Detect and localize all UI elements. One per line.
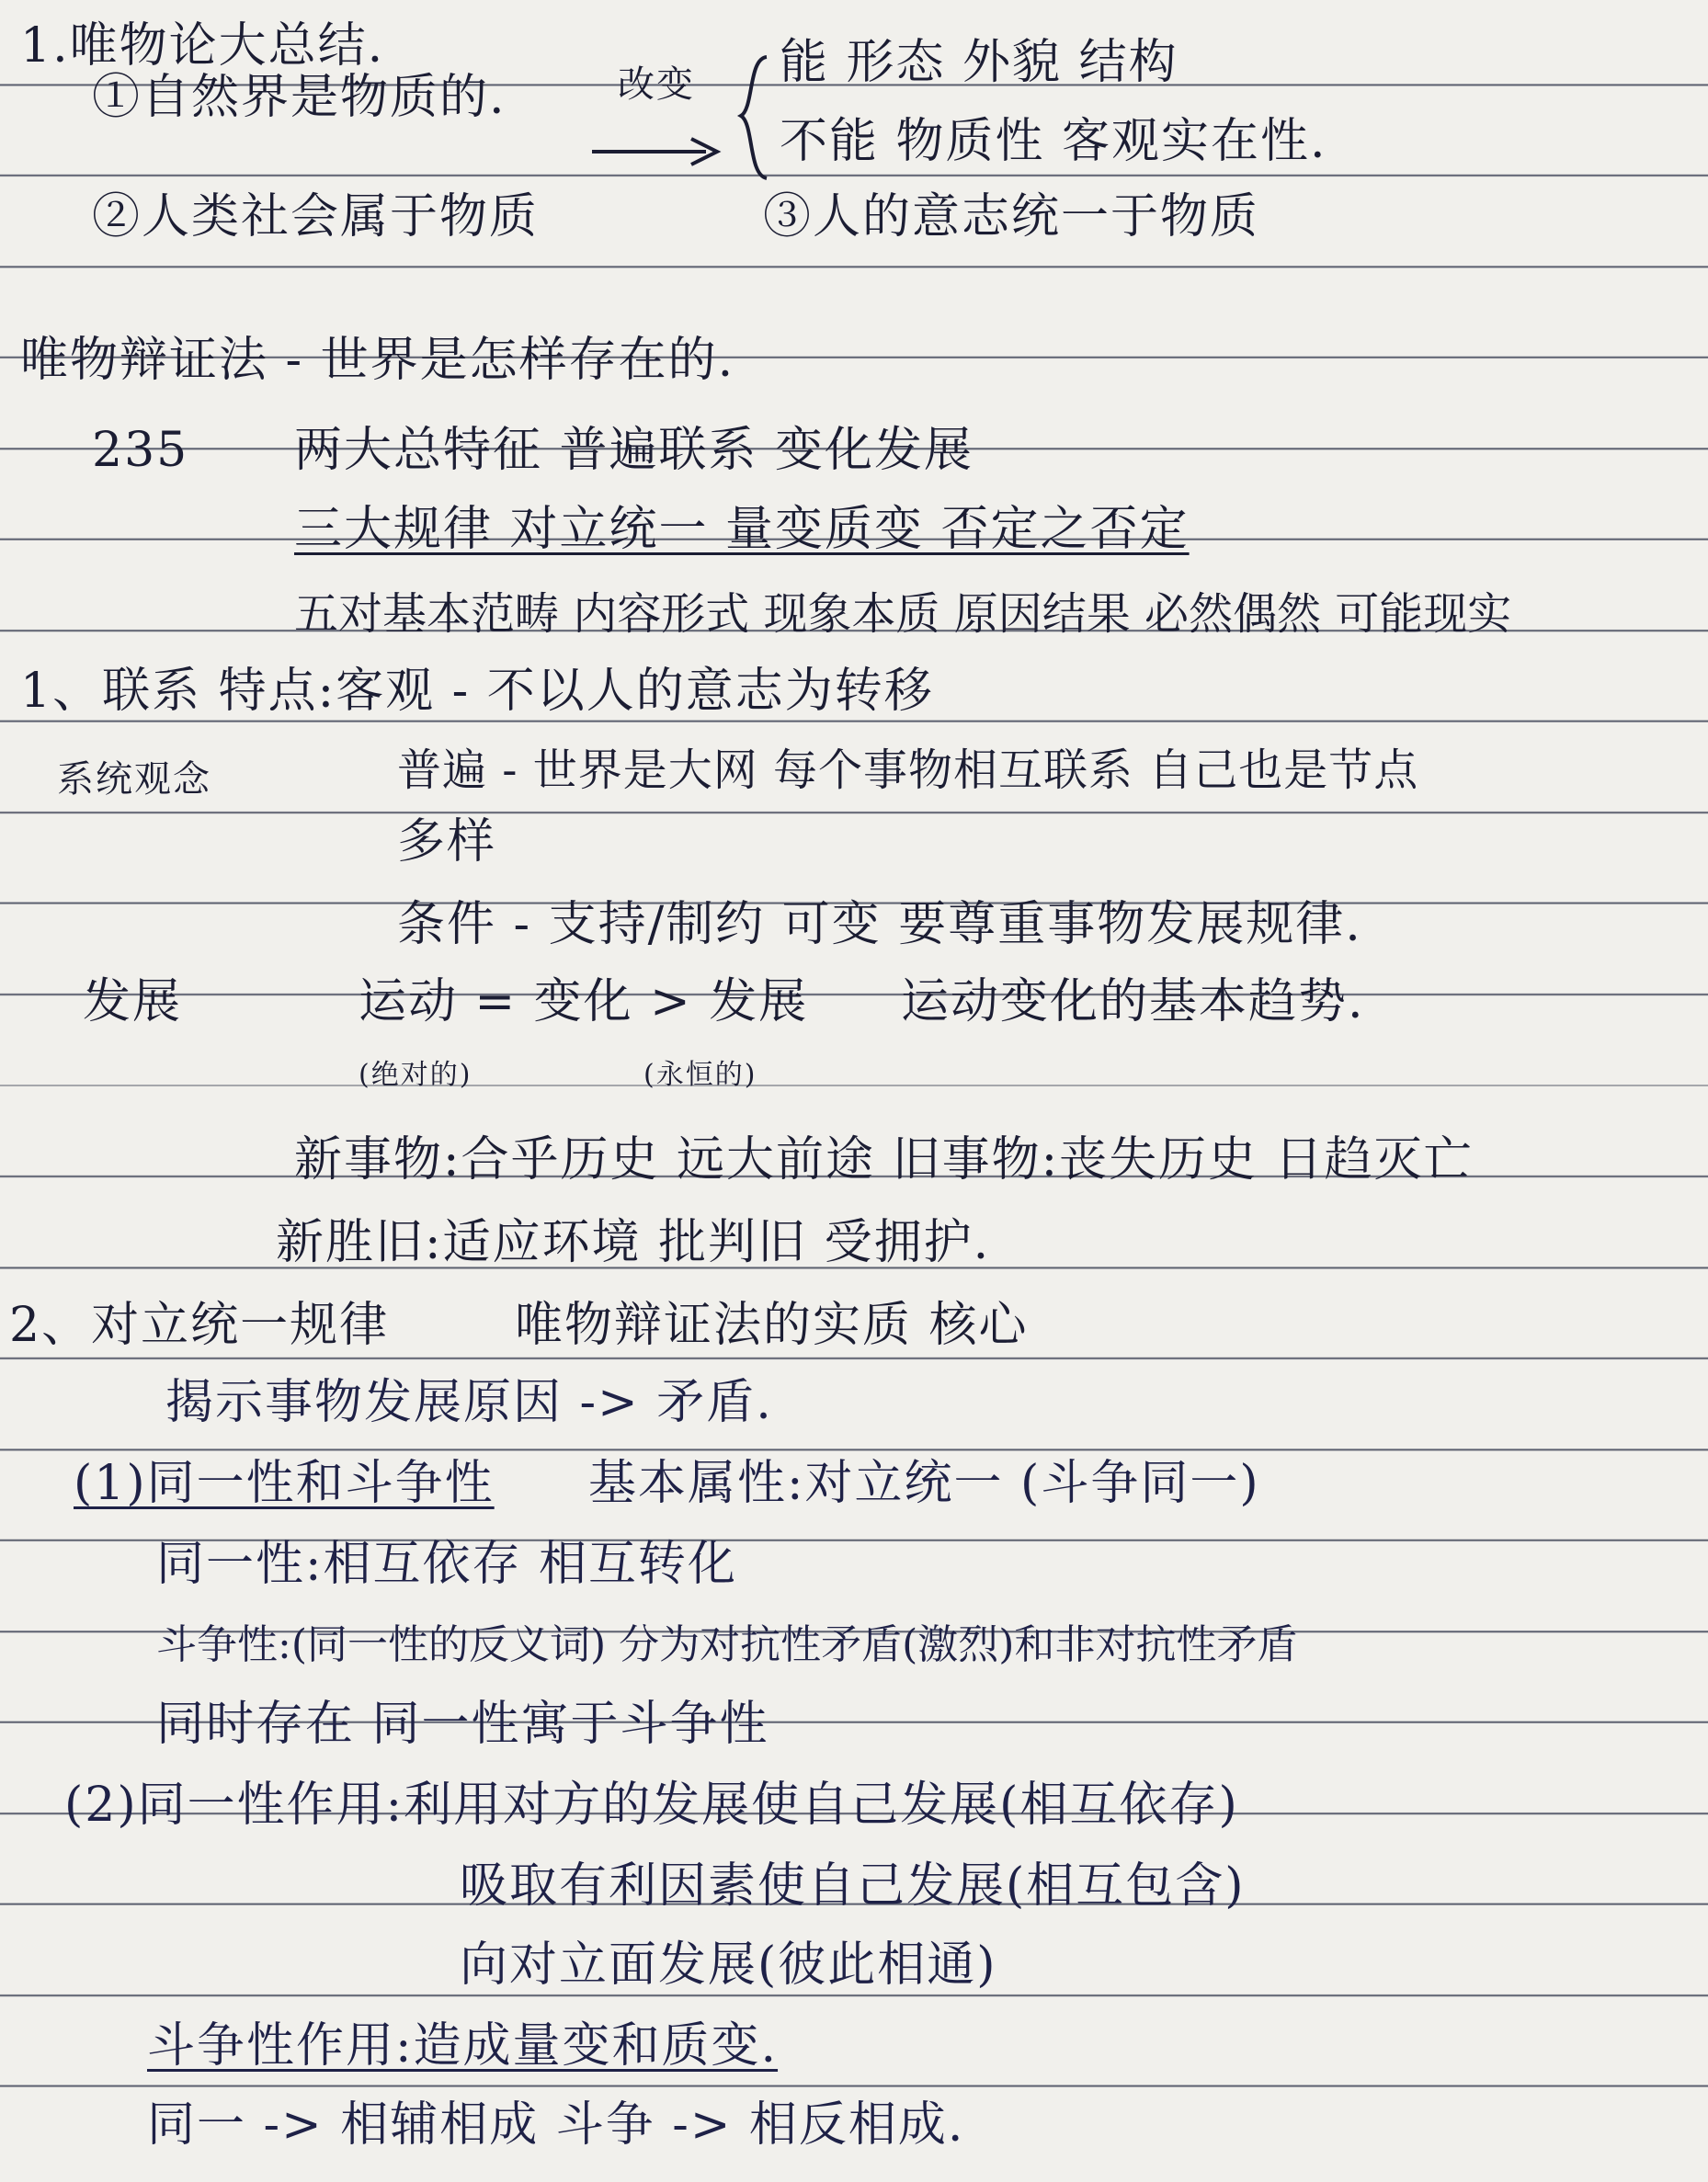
note-line-identity-role: (2)同一性作用:利用对方的发展使自己发展(相互依存) bbox=[64, 1778, 1239, 1833]
brace-icon bbox=[735, 53, 772, 182]
note-line-summary: 同一 -> 相辅相成 斗争 -> 相反相成. bbox=[147, 2097, 965, 2153]
note-line-three-laws: 三大规律 对立统一 量变质变 否定之否定 bbox=[294, 502, 1190, 557]
note-line-identity: 同一性:相互依存 相互转化 bbox=[156, 1537, 738, 1592]
note-title: 1.唯物论大总结. bbox=[20, 18, 385, 74]
note-line-nature-material: ①自然界是物质的. bbox=[92, 70, 507, 125]
note-line-identity-struggle: (1)同一性和斗争性 bbox=[74, 1456, 495, 1511]
note-line-struggle: 斗争性:(同一性的反义词) 分为对抗性矛盾(激烈)和非对抗性矛盾 bbox=[156, 1621, 1298, 1668]
note-line-universal: 普遍 - 世界是大网 每个事物相互联系 自己也是节点 bbox=[397, 744, 1419, 796]
note-line-two-features: 两大总特征 普遍联系 变化发展 bbox=[294, 423, 974, 478]
note-label-system-concept: 系统观念 bbox=[57, 758, 211, 801]
note-change-cannot: 不能 物质性 客观实在性. bbox=[780, 114, 1327, 169]
note-line-new-beats-old: 新胜旧:适应环境 批判旧 受拥护. bbox=[276, 1215, 991, 1270]
note-annotation-absolute: (绝对的) bbox=[359, 1059, 473, 1091]
note-heading-dialectics: 唯物辩证法 - 世界是怎样存在的. bbox=[20, 333, 735, 388]
note-annotation-eternal: (永恒的) bbox=[643, 1059, 757, 1091]
note-label-development: 发展 bbox=[83, 974, 183, 1029]
note-line-struggle-role: 斗争性作用:造成量变和质变. bbox=[147, 2018, 779, 2074]
note-number-235: 235 bbox=[92, 423, 189, 478]
note-line-contradiction-cause: 揭示事物发展原因 -> 矛盾. bbox=[165, 1375, 773, 1430]
note-line-condition: 条件 - 支持/制约 可变 要尊重事物发展规律. bbox=[397, 897, 1362, 952]
note-line-basic-attribute: 基本属性:对立统一 (斗争同一) bbox=[588, 1456, 1260, 1511]
note-heading-unity-of-opposites: 2、对立统一规律 bbox=[9, 1298, 390, 1353]
note-line-trend: 运动变化的基本趋势. bbox=[901, 974, 1365, 1029]
note-line-connection: 1、联系 特点:客观 - 不以人的意志为转移 bbox=[20, 664, 934, 719]
note-label-change: 改变 bbox=[618, 63, 695, 106]
arrow-icon bbox=[588, 115, 726, 170]
note-line-coexist: 同时存在 同一性寓于斗争性 bbox=[156, 1697, 769, 1752]
note-line-motion: 运动 = 变化 > 发展 bbox=[359, 974, 809, 1029]
note-line-will-material: ③人的意志统一于物质 bbox=[763, 189, 1260, 244]
note-change-can: 能 形态 外貌 结构 bbox=[780, 35, 1179, 90]
note-line-diverse: 多样 bbox=[397, 814, 497, 869]
note-line-toward-opposite: 向对立面发展(彼此相通) bbox=[460, 1938, 997, 1993]
note-line-absorb-factors: 吸取有利因素使自己发展(相互包含) bbox=[460, 1858, 1246, 1914]
note-line-five-categories: 五对基本范畴 内容形式 现象本质 原因结果 必然偶然 可能现实 bbox=[294, 588, 1512, 640]
note-line-essence-core: 唯物辩证法的实质 核心 bbox=[515, 1298, 1029, 1353]
note-line-society-material: ②人类社会属于物质 bbox=[92, 189, 540, 244]
note-line-new-old-things: 新事物:合乎历史 远大前途 旧事物:丧失历史 日趋灭亡 bbox=[294, 1132, 1474, 1188]
